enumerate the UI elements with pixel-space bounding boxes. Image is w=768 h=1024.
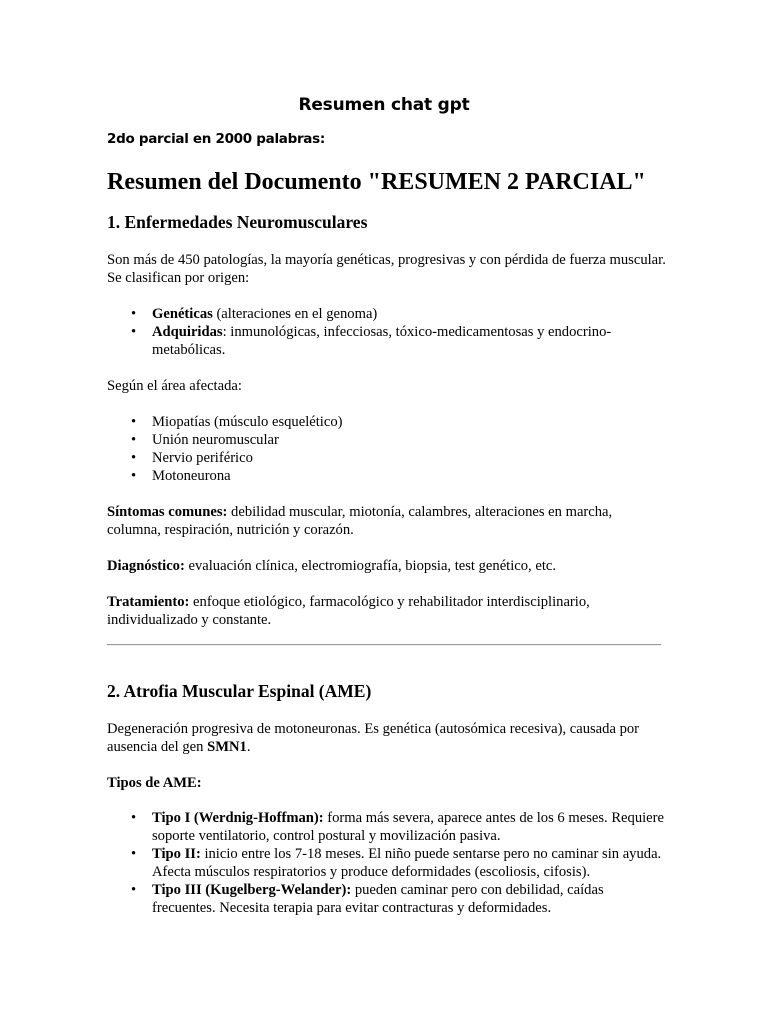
- list-item-label: Tipo III (Kugelberg-Welander):: [152, 882, 352, 898]
- list-item: • Motoneurona: [152, 467, 667, 485]
- section-2-heading: 2. Atrofia Muscular Espinal (AME): [107, 681, 372, 701]
- section-2-heading-block: [107, 679, 667, 703]
- diagnosis-label: Diagnóstico:: [107, 558, 185, 574]
- diagnosis-block: [107, 557, 667, 575]
- diagnosis-paragraph: [107, 557, 667, 575]
- list-item-label: Tipo I (Werdnig-Hoffman):: [152, 810, 324, 826]
- list-item-text: forma más severa, aparece antes de los 6 meses. Requiere soporte ventilatorio, control postural y movilización pasiva.: [152, 810, 664, 844]
- diagnosis-text: evaluación clínica, electromiografía, biopsia, test genético, etc.: [184, 558, 557, 574]
- list-item: • Nervio periférico: [152, 449, 667, 467]
- section-1-heading-block: [107, 210, 667, 234]
- list-item: [152, 845, 667, 881]
- ame-types-list: [107, 809, 667, 917]
- symptoms-text: debilidad muscular, miotonía, calambres, alteraciones en marcha, columna, respiración, nutrición y corazón.: [107, 504, 613, 538]
- origin-list-block: [107, 305, 667, 359]
- document-title: Resumen chat gpt: [298, 95, 470, 115]
- gene-name: SMN1: [207, 739, 247, 755]
- list-item: [152, 809, 667, 845]
- list-item-text: (alteraciones en el genoma): [212, 306, 378, 322]
- document-subtitle: 2do parcial en 2000 palabras:: [107, 131, 325, 147]
- treatment-block: [107, 593, 667, 629]
- symptoms-paragraph: [107, 503, 667, 539]
- list-item-label: Adquiridas: [152, 324, 223, 340]
- section-2-intro-text: Degeneración progresiva de motoneuronas. Es genética (autosómica recesiva), causada por ausencia del gen: [107, 721, 640, 755]
- types-list-block: [107, 809, 667, 917]
- section-1-heading: 1. Enfermedades Neuromusculares: [107, 212, 368, 232]
- list-item: • Miopatías (músculo esquelético): [152, 413, 667, 431]
- list-item-label: Genéticas: [152, 306, 213, 322]
- treatment-text: enfoque etiológico, farmacológico y rehabilitador interdisciplinario, individualizado y constante.: [107, 594, 590, 628]
- types-label-block: [107, 774, 667, 792]
- section-1-intro: Son más de 450 patologías, la mayoría genéticas, progresivas y con pérdida de fuerza muscular. Se clasifican por origen:: [107, 252, 666, 286]
- list-item: [152, 305, 667, 323]
- list-item-text: pueden caminar pero con debilidad, caídas frecuentes. Necesita terapia para evitar contracturas y deformidades.: [152, 882, 604, 916]
- section-1-intro-block: [107, 251, 667, 287]
- area-list-block: [107, 413, 667, 485]
- list-item: [152, 881, 667, 917]
- origin-list: [107, 305, 667, 359]
- list-item: [152, 323, 667, 359]
- section-2-intro-block: [107, 720, 667, 756]
- list-item-label: Tipo II:: [152, 846, 201, 862]
- section-2-intro: [107, 720, 667, 756]
- types-label: Tipos de AME:: [107, 775, 202, 791]
- area-intro-block: [107, 377, 667, 395]
- main-heading-block: [107, 167, 667, 197]
- symptoms-block: [107, 503, 667, 539]
- horizontal-divider: [107, 644, 661, 646]
- treatment-paragraph: [107, 593, 667, 629]
- list-item-text: : inmunológicas, infecciosas, tóxico-medicamentosas y endocrino-metabólicas.: [152, 324, 612, 358]
- symptoms-label: Síntomas comunes:: [107, 504, 228, 520]
- main-heading: Resumen del Documento "RESUMEN 2 PARCIAL": [107, 169, 646, 195]
- treatment-label: Tratamiento:: [107, 594, 190, 610]
- types-paragraph: [107, 774, 667, 792]
- list-item-text: inicio entre los 7-18 meses. El niño puede sentarse pero no caminar sin ayuda. Afecta músculos respiratorios y produce deformidades (escoliosis, cifosis).: [152, 846, 662, 880]
- area-list: [107, 413, 667, 485]
- section-2-intro-end: .: [246, 739, 251, 755]
- area-intro: Según el área afectada:: [107, 378, 242, 394]
- list-item: • Unión neuromuscular: [152, 431, 667, 449]
